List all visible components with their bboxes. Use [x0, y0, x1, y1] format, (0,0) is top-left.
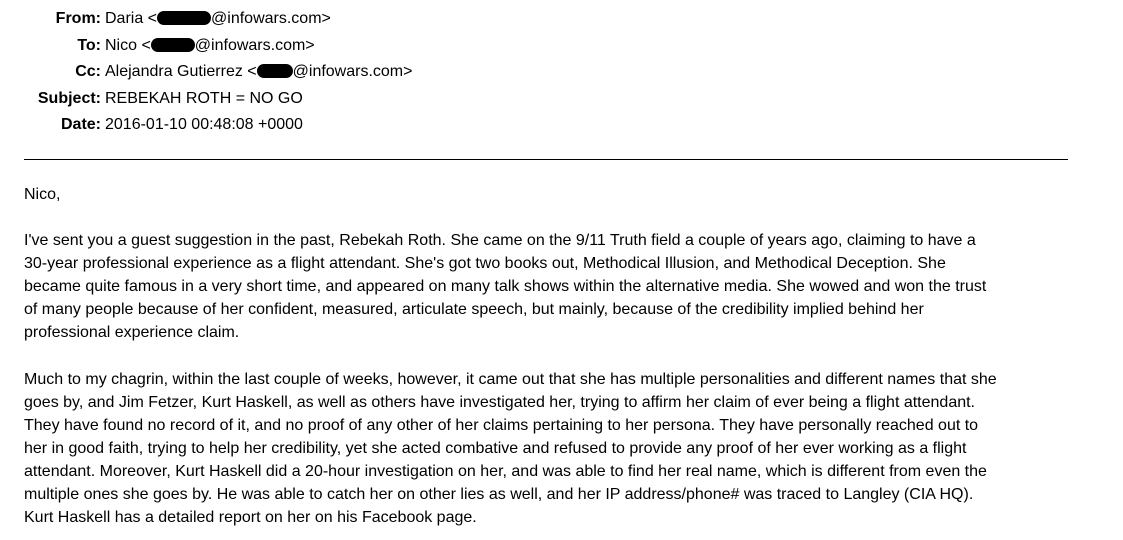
from-label: From: [55, 10, 101, 27]
subject-row [0, 88, 1123, 115]
body-line: goes by, and Jim Fetzer, Kurt Haskell, as well as others have investigated her, trying to affirm her claim of ever being a flight attendant. [24, 393, 975, 411]
date-row [0, 114, 1123, 141]
date-value: 2016-01-10 00:48:08 +0000 [105, 116, 303, 133]
cc-row [0, 61, 1123, 88]
body-line: Much to my chagrin, within the last couple of weeks, however, it came out that she has multiple personalities and different names that she [24, 370, 997, 388]
redaction-mark [257, 64, 293, 78]
email-body [24, 183, 1114, 529]
to-value [105, 35, 315, 56]
body-line: I've sent you a guest suggestion in the past, Rebekah Roth. She came on the 9/11 Truth field a couple of years ago, claiming to have a [24, 232, 976, 250]
body-line: attendant. Moreover, Kurt Haskell did a 20-hour investigation on her, and was able to find her real name, which is different from even the [24, 462, 987, 480]
header-divider [24, 159, 1068, 160]
cc-value [105, 61, 412, 82]
redaction-mark [157, 11, 211, 25]
body-line: professional experience claim. [24, 324, 240, 342]
redaction-mark [151, 38, 195, 52]
from-row [0, 8, 1123, 35]
cc-label: Cc: [75, 63, 101, 80]
body-line: They have found no record of it, and no proof of any other of her claims pertaining to her persona. They have personally reached out to [24, 416, 979, 434]
to-label: To: [77, 36, 101, 54]
from-value [105, 8, 331, 29]
body-line: Kurt Haskell has a detailed report on her on his Facebook page. [24, 509, 477, 527]
to-row [0, 35, 1123, 62]
email-header [0, 8, 1123, 141]
to-name: Nico < [105, 36, 151, 54]
date-label: Date: [60, 116, 101, 133]
subject-label: Subject: [37, 89, 101, 107]
cc-domain: @infowars.com> [292, 63, 413, 80]
from-domain: @infowars.com> [211, 10, 331, 27]
body-line: 30-year professional experience as a flight attendant. She's got two books out, Methodical Illusion, and Methodical Deception. She [24, 255, 946, 273]
body-line: her in good faith, trying to help her credibility, yet she acted combative and refused to provide any proof of her ever working as a flight [24, 439, 967, 457]
greeting: Nico, [24, 186, 61, 203]
body-line: became quite famous in a very short time, and appeared on many talk shows within the alternative media. She wowed and won the trust [24, 278, 987, 296]
paragraph-gap [24, 345, 1114, 368]
to-domain: @infowars.com> [194, 36, 315, 54]
paragraph-2 [24, 368, 1114, 530]
paragraph-1 [24, 229, 1114, 344]
cc-name: Alejandra Gutierrez < [105, 63, 257, 80]
body-line: multiple ones she goes by. He was able to catch her on other lies as well, and her IP address/phone# was traced to Langley (CIA HQ). [24, 486, 974, 504]
subject-value: REBEKAH ROTH = NO GO [105, 89, 303, 107]
body-line: of many people because of her confident, measured, articulate speech, but mainly, because of the credibility implied behind her [24, 301, 924, 319]
from-name: Daria < [105, 10, 158, 27]
paragraph-gap [24, 206, 1114, 229]
